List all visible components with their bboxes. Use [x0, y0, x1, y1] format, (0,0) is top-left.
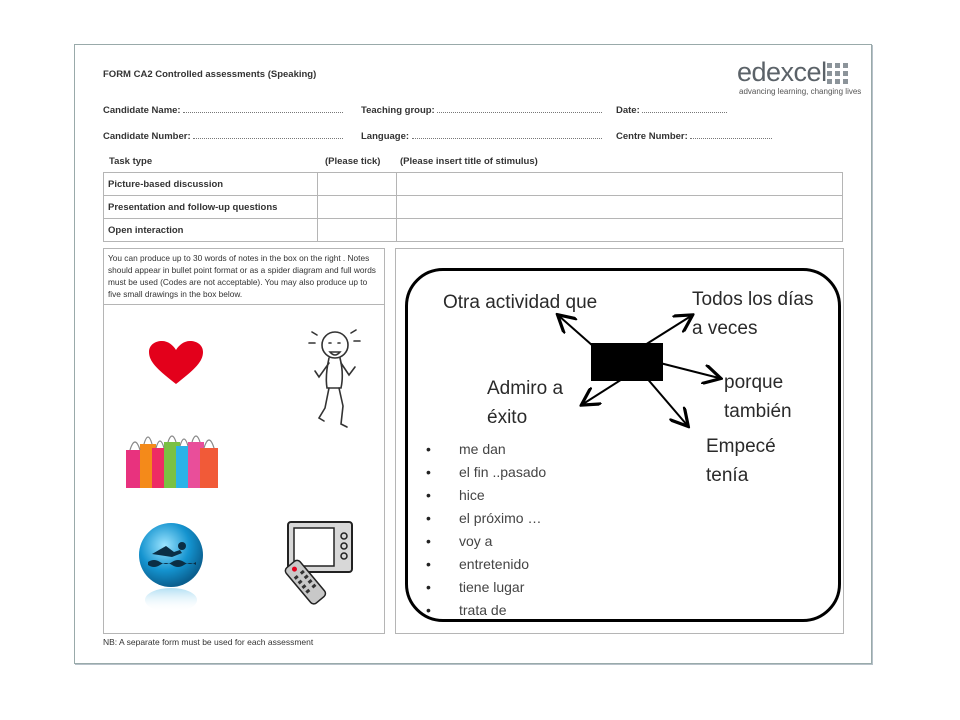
notes-instruction: You can produce up to 30 words of notes in the box on the right . Notes should appear in bullet point format or as a spider diagram and full words must be used (Codes are not acceptable). You may also produce up to five small drawings in the box below. — [104, 249, 384, 305]
person-icon — [305, 325, 365, 443]
logo-grid-icon — [827, 63, 849, 85]
stimulus-cell[interactable] — [397, 173, 843, 196]
mindmap-line: Empecé — [706, 436, 776, 457]
tick-cell[interactable] — [318, 196, 397, 219]
language-field[interactable]: Language: — [361, 130, 602, 142]
list-item: • me dan — [424, 438, 546, 461]
table-row — [104, 173, 843, 196]
mindmap-line: Admiro a — [487, 378, 564, 399]
task-label: Presentation and follow-up questions — [104, 196, 318, 219]
tick-cell[interactable] — [318, 173, 397, 196]
list-item: • el fin ..pasado — [424, 461, 546, 484]
list-item: • entretenido — [424, 553, 546, 576]
table-row — [104, 219, 843, 242]
edexcel-logo: edexcel — [737, 57, 827, 87]
mindmap-top-right — [692, 285, 813, 343]
stimulus-cell[interactable] — [397, 196, 843, 219]
form-title: FORM CA2 Controlled assessments (Speaking) — [103, 69, 317, 80]
mindmap-line: porque — [724, 372, 784, 393]
footnote: NB: A separate form must be used for each assessment — [103, 637, 314, 647]
candidate-name-field[interactable]: Candidate Name: — [103, 104, 343, 116]
tick-cell[interactable] — [318, 219, 397, 242]
mindmap-right — [724, 368, 792, 426]
arrow-right — [660, 363, 719, 378]
heart-icon — [148, 340, 204, 386]
mindmap-line: tenía — [706, 465, 749, 486]
list-item: • tiene lugar — [424, 576, 546, 599]
stimulus-header: (Please insert title of stimulus) — [400, 156, 538, 167]
candidate-number-field[interactable]: Candidate Number: — [103, 130, 343, 142]
mindmap-top-left: Otra actividad que — [443, 292, 598, 313]
list-item: • hice — [424, 484, 546, 507]
arrow-bottom-right — [645, 376, 687, 425]
date-field[interactable]: Date: — [616, 104, 727, 116]
task-table — [103, 172, 843, 242]
stimulus-cell[interactable] — [397, 219, 843, 242]
task-label: Picture-based discussion — [104, 173, 318, 196]
mindmap-line: éxito — [487, 407, 528, 428]
tv-remote-icon — [276, 520, 356, 606]
bullet-list — [424, 438, 546, 622]
list-item: • trata de — [424, 599, 546, 622]
table-row — [104, 196, 843, 219]
tick-header: (Please tick) — [325, 156, 381, 167]
mindmap-bottom-right — [706, 432, 776, 490]
shopping-bags-icon — [124, 430, 222, 490]
mindmap-center-box — [591, 343, 663, 381]
mindmap-left — [487, 374, 563, 432]
mindmap-line: Todos los días — [692, 289, 814, 310]
mindmap-line: a veces — [692, 318, 758, 339]
logo-tagline: advancing learning, changing lives — [739, 87, 862, 96]
list-item: • el próximo … — [424, 507, 546, 530]
task-label: Open interaction — [104, 219, 318, 242]
list-item: • voy a — [424, 530, 546, 553]
task-type-header: Task type — [109, 156, 153, 167]
mindmap-line: también — [724, 401, 792, 422]
teaching-group-field[interactable]: Teaching group: — [361, 104, 602, 116]
swimming-icon — [136, 522, 206, 614]
centre-number-field[interactable]: Centre Number: — [616, 130, 772, 142]
